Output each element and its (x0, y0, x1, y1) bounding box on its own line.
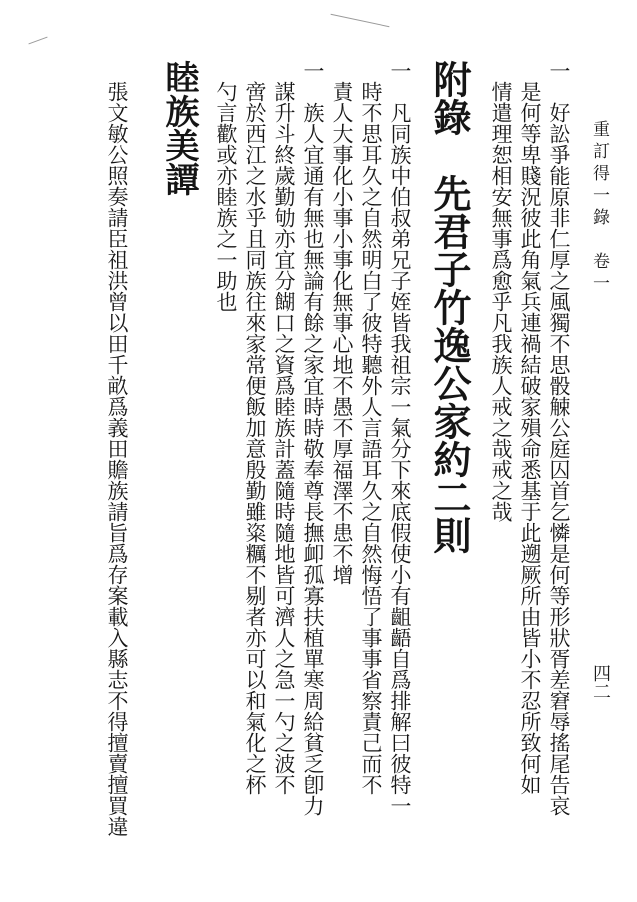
text-column-6: 時不思耳久之自然明白了彼特聽外人言語耳久之自然悔悟了事事省察責己而不 (359, 60, 383, 795)
text-column-5: 一 凡同族中伯叔弟兄子姪皆我祖宗一氣分下來底假使小有齟齬自爲排解曰彼特一 (388, 60, 412, 816)
text-column-11: 勺言歡或亦睦族之一助也 (214, 60, 238, 312)
section-heading-appendix: 附錄 先君子竹逸公家約二則 (427, 60, 472, 554)
scan-mark (28, 37, 47, 45)
page-number: 四二 (590, 664, 611, 700)
text-column-8: 一 族人宜通有無也無論有餘之家宜時時敬奉尊長撫卹孤寡扶植單寒周給貧乏卽力 (301, 60, 325, 816)
scan-mark (331, 14, 390, 27)
text-column-1: 一 好訟爭能原非仁厚之風獨不思骰觫公庭囚首乞憐是何等形狀胥差窘辱搖尾告哀 (547, 60, 571, 816)
text-column-9: 謀升斗終歲勤劬亦宜分餬口之資爲睦族計蓋隨時隨地皆可濟人之急一勺之波不 (272, 60, 296, 795)
text-column-2: 是何等卑賤況彼此角氣兵連禍結破家殞命悉基于此遡厥所由皆小不忍所致何如 (518, 60, 542, 795)
text-column-13: 張文敏公照奏請臣祖洪曾以田千畝爲義田贍族請旨爲存案載入縣志不得擅賣擅買違 (105, 60, 129, 837)
text-column-3: 情遣理恕相安無事爲愈乎凡我族人戒之哉戒之哉 (489, 60, 513, 522)
text-column-10: 啻於西江之水乎且同族往來家常便飯加意殷勤雖粢糲不剔者亦可以和氣化之杯 (243, 60, 267, 795)
text-column-7: 責人大事化小事小事化無事心地不愚不厚福澤不患不增 (330, 60, 354, 585)
running-head: 重訂得一錄 卷一 (589, 120, 609, 296)
section-heading-clan-harmony: 睦族美譚 (159, 60, 199, 196)
vertical-text-body (102, 60, 573, 890)
